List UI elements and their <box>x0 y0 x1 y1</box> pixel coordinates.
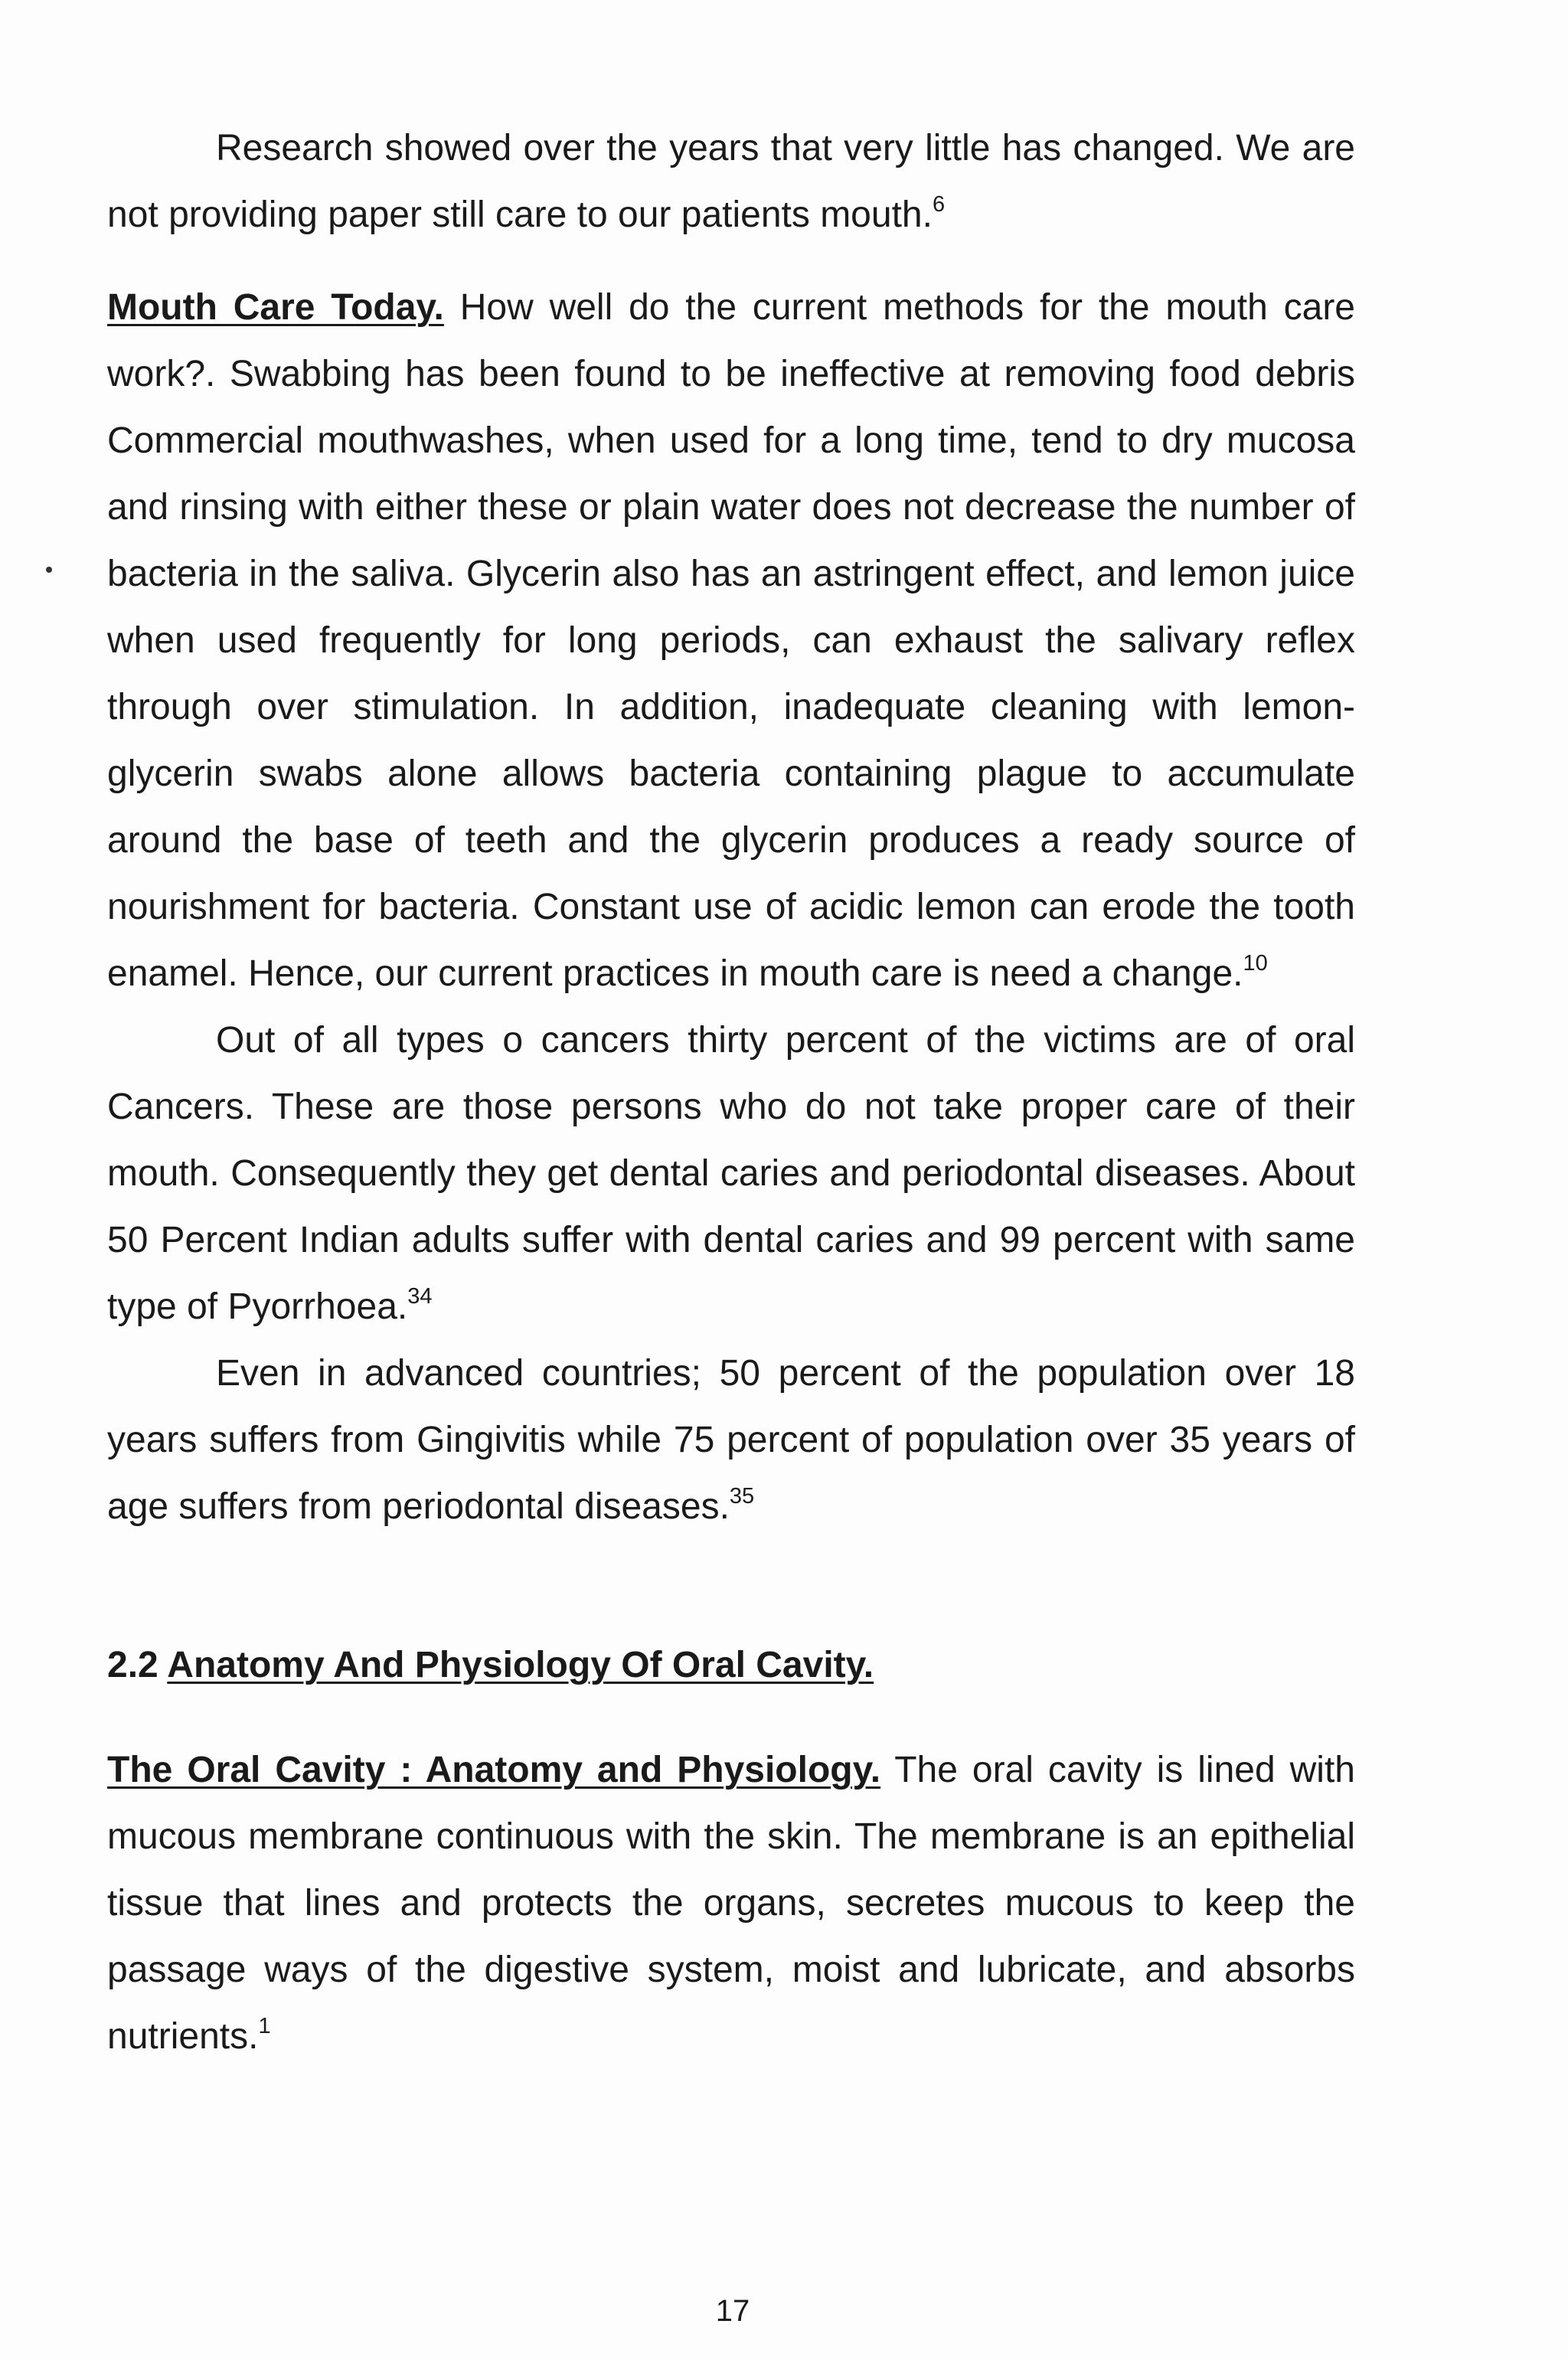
paragraph-oral-cancers <box>107 1007 1355 1340</box>
paragraph-text: The oral cavity is lined with mucous membrane continuous with the skin. The membrane is an epithelial tissue that lines and protects the organs, secretes mucous to keep the passage ways of the digestive system, moist and lubricate, and absorbs nutrients. <box>107 1750 1355 2057</box>
citation-ref: 1 <box>258 2014 271 2038</box>
paragraph-mouth-care-today <box>107 274 1355 1007</box>
citation-ref: 35 <box>729 1484 755 1509</box>
citation-ref: 6 <box>932 192 946 217</box>
stray-mark <box>46 567 52 573</box>
page-body <box>107 115 1355 2070</box>
paragraph-text: Out of all types o cancers thirty percent of the victims are of oral Cancers. These are those persons who do not take proper care of their mouth. Consequently they get dental caries and periodontal diseases. About 50 Percent Indian adults suffer with dental caries and 99 percent with same type of Pyorrhoea. <box>107 1020 1355 1327</box>
citation-ref: 34 <box>407 1284 433 1309</box>
paragraph-text: Research showed over the years that very little has changed. We are not providing paper still care to our patients mouth. <box>107 128 1355 235</box>
page-number: 17 <box>715 2294 750 2328</box>
section-number: 2.2 <box>107 1645 168 1685</box>
section-title: Anatomy And Physiology Of Oral Cavity. <box>167 1645 874 1685</box>
run-in-heading: Mouth Care Today. <box>107 287 444 328</box>
paragraph-text: How well do the current methods for the mouth care work?. Swabbing has been found to be ineffective at removing food debris Commercial mouthwashes, when used for a long time, tend to dry mucosa and rinsing with either these or plain water does not decrease the number of bacteria in the saliva. Glycerin also has an astringent effect, and lemon juice when used frequently for long periods, can exhaust the salivary reflex through over stimulation. In addition, inadequate cleaning with lemon-glycerin swabs alone allows bacteria containing plague to accumulate around the base of teeth and the glycerin produces a ready source of nourishment for bacteria. Constant use of acidic lemon can erode the tooth enamel. Hence, our current practices in mouth care is need a change. <box>107 287 1356 994</box>
paragraph-text: Even in advanced countries; 50 percent of the population over 18 years suffers from Gingivitis while 75 percent of population over 35 years of age suffers from periodontal diseases. <box>107 1353 1355 1527</box>
paragraph-advanced-countries <box>107 1340 1355 1540</box>
paragraph-research <box>107 115 1355 248</box>
paragraph-oral-cavity <box>107 1737 1355 2070</box>
citation-ref: 10 <box>1243 951 1268 976</box>
run-in-heading: The Oral Cavity : Anatomy and Physiology. <box>107 1750 881 1790</box>
section-heading <box>107 1632 1355 1698</box>
